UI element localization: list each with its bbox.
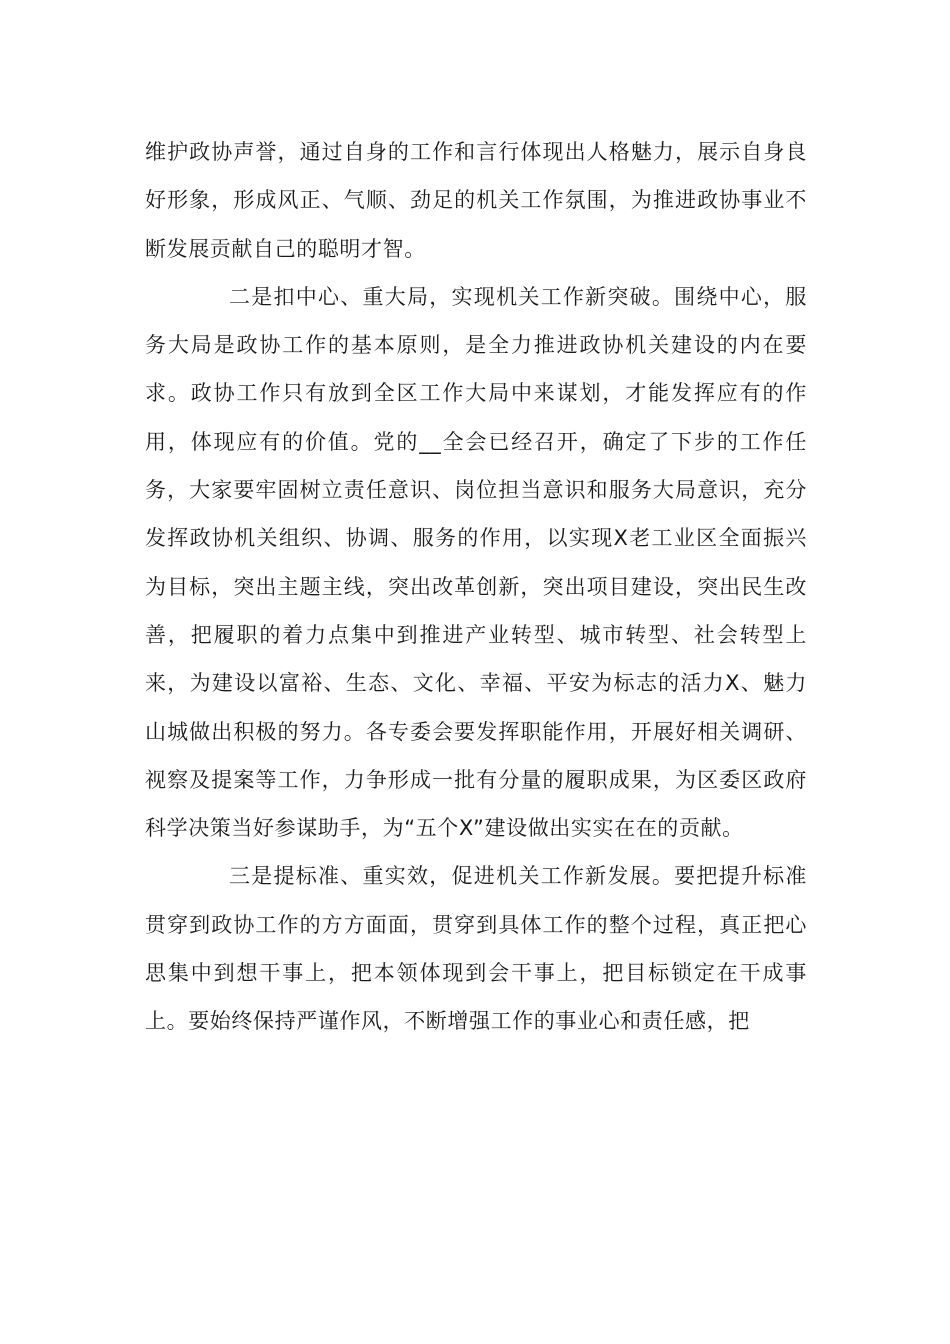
document-body (145, 128, 807, 1046)
paragraph-1: 维护政协声誉，通过自身的工作和言行体现出人格魅力，展示自身良好形象，形成风正、气顺、劲足的机关工作氛围，为推进政协事业不断发展贡献自己的聪明才智。 (145, 140, 807, 261)
paragraph-2: 二是扣中心、重大局，实现机关工作新突破。围绕中心，服务大局是政协工作的基本原则，是全力推进政协机关建设的内在要求。政协工作只有放到全区工作大局中来谋划，才能发挥应有的作用，体现应有的价值。党的__全会已经召开，确定了下步的工作任务，大家要牢固树立责任意识、岗位担当意识和服务大局意识，充分发挥政协机关组织、协调、服务的作用，以实现X老工业区全面振兴为目标，突出主题主线，突出改革创新，突出项目建设，突出民生改善，把履职的着力点集中到推进产业转型、城市转型、社会转型上来，为建设以富裕、生态、文化、幸福、平安为标志的活力X、魅力山城做出积极的努力。各专委会要发挥职能作用，开展好相关调研、视察及提案等工作，力争形成一批有分量的履职成果，为区委区政府科学决策当好参谋助手，为“五个X”建设做出实实在在的贡献。 (145, 284, 807, 841)
paragraph-3: 三是提标准、重实效，促进机关工作新发展。要把提升标准贯穿到政协工作的方方面面，贯穿到具体工作的整个过程，真正把心思集中到想干事上，把本领体现到会干事上，把目标锁定在干成事上。要始终保持严谨作风，不断增强工作的事业心和责任感，把 (145, 864, 807, 1034)
